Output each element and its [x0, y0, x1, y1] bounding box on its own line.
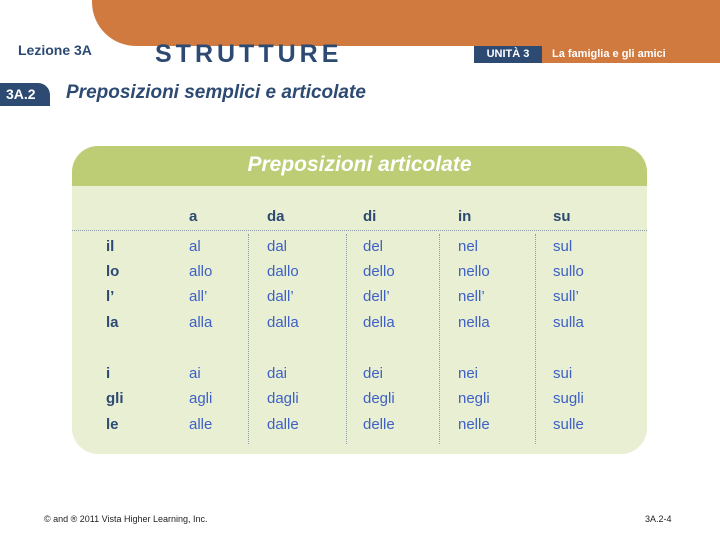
contraction-cell: delle	[363, 416, 395, 433]
column-divider	[346, 234, 347, 444]
section-title: Preposizioni semplici e articolate	[66, 82, 366, 103]
contraction-cell: dei	[363, 365, 384, 382]
contraction-cell: sui	[553, 365, 573, 382]
contraction-cell: dallo	[267, 263, 299, 280]
section-name: STRUTTURE	[155, 40, 343, 68]
col-header-a: a	[189, 208, 198, 225]
col-header-da: da	[267, 208, 285, 225]
col-header-in: in	[458, 208, 472, 225]
contraction-cell: degli	[363, 390, 395, 407]
contraction-cell: nel	[458, 238, 479, 255]
contraction-cell: sullo	[553, 263, 584, 280]
unit-badge: UNITÀ 3	[474, 46, 542, 63]
contraction-cell: dal	[267, 238, 288, 255]
contraction-cell: dell’	[363, 288, 390, 305]
contraction-cell: sulle	[553, 416, 584, 433]
article-label: le	[106, 416, 119, 433]
article-label: gli	[106, 390, 124, 407]
lesson-label: Lezione 3A	[18, 42, 92, 58]
col-header-di: di	[363, 208, 377, 225]
contraction-cell: all’	[189, 288, 208, 305]
contraction-cell: sul	[553, 238, 573, 255]
contraction-cell: dall’	[267, 288, 294, 305]
prepositions-table	[72, 146, 647, 454]
contraction-cell: nei	[458, 365, 479, 382]
article-label: lo	[106, 263, 120, 280]
contraction-cell: dai	[267, 365, 288, 382]
contraction-cell: nello	[458, 263, 490, 280]
contraction-cell: negli	[458, 390, 490, 407]
contraction-cell: dalle	[267, 416, 299, 433]
contraction-cell: al	[189, 238, 201, 255]
contraction-cell: alle	[189, 416, 213, 433]
article-label: i	[106, 365, 111, 382]
article-label: il	[106, 238, 115, 255]
contraction-cell: del	[363, 238, 384, 255]
header-divider	[72, 230, 647, 231]
contraction-cell: nell’	[458, 288, 485, 305]
contraction-cell: sulla	[553, 314, 584, 331]
unit-title: La famiglia e gli amici	[552, 48, 666, 60]
contraction-cell: nelle	[458, 416, 490, 433]
col-header-su: su	[553, 208, 571, 225]
contraction-cell: alla	[189, 314, 213, 331]
contraction-cell: ai	[189, 365, 201, 382]
contraction-cell: dagli	[267, 390, 299, 407]
contraction-cell: allo	[189, 263, 213, 280]
column-divider	[439, 234, 440, 444]
column-divider	[535, 234, 536, 444]
contraction-cell: sull’	[553, 288, 579, 305]
table-title: Preposizioni articolate	[247, 153, 472, 176]
copyright-notice: © and ® 2011 Vista Higher Learning, Inc.	[44, 514, 208, 524]
page-number: 3A.2-4	[645, 514, 672, 524]
contraction-cell: dello	[363, 263, 395, 280]
contraction-cell: sugli	[553, 390, 584, 407]
section-number-badge: 3A.2	[0, 83, 50, 106]
contraction-cell: agli	[189, 390, 213, 407]
article-label: la	[106, 314, 119, 331]
contraction-cell: della	[363, 314, 395, 331]
contraction-cell: nella	[458, 314, 490, 331]
column-divider	[248, 234, 249, 444]
article-label: l’	[106, 288, 115, 305]
contraction-cell: dalla	[267, 314, 299, 331]
